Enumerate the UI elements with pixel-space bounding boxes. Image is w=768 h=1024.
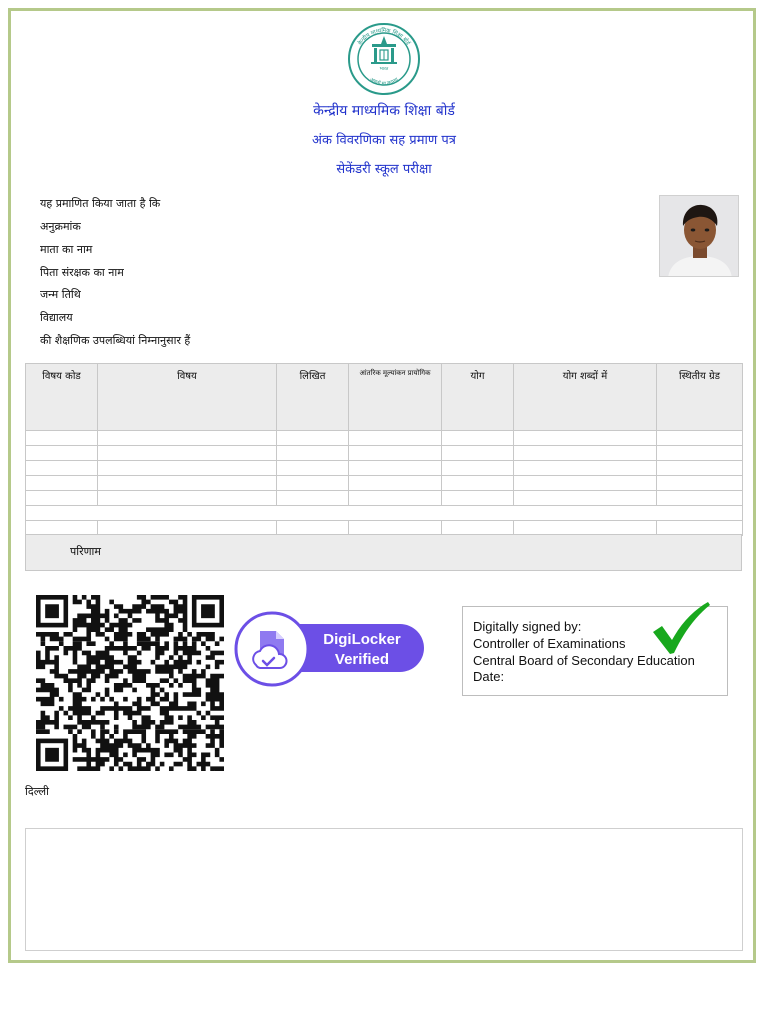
certify-line: यह प्रमाणित किया जाता है कि [40,197,161,210]
header-positional-grade: स्थितीय ग्रेड [657,364,743,431]
signature-line3: Central Board of Secondary Education [473,653,695,668]
mother-name-label: माता का नाम [40,243,93,256]
table-header-row [26,364,743,431]
header-subject-code: विषय कोड [26,364,98,431]
qr-finder-pattern [36,595,68,627]
table-row [26,506,743,521]
qr-finder-pattern [36,739,68,771]
school-label: विद्यालय [40,311,73,324]
table-row [26,476,743,491]
board-name: केन्द्रीय माध्यमिक शिक्षा बोर्ड [313,103,455,119]
emblem-top-text: केन्द्रीय माध्यमिक शिक्षा बोर्ड [357,27,411,47]
checkmark-icon [650,600,712,656]
achievements-line: की शैक्षणिक उपलब्धियां निम्नानुसार हैं [40,334,191,347]
digilocker-verified-icon [234,611,427,687]
table-row [26,491,743,506]
header-total: योग [442,364,514,431]
badge-line2: Verified [334,651,390,668]
remarks-box [25,828,743,951]
marks-table [25,363,743,536]
signature-line1: Digitally signed by: [473,619,582,634]
exam-name: सेकेंडरी स्कूल परीक्षा [336,162,432,177]
qr-finder-pattern [192,595,224,627]
qr-code-icon [36,595,224,771]
document-title: अंक विवरणिका सह प्रमाण पत्र [312,133,456,148]
result-row [25,534,742,571]
student-photo [659,195,739,277]
signature-line2: Controller of Examinations [473,636,626,651]
header-total-in-words: योग शब्दों में [514,364,657,431]
header-written: लिखित [277,364,349,431]
cbse-emblem-icon [347,22,421,96]
table-row [26,431,743,446]
emblem-bottom-text: असतो मा सद्गमय [368,76,400,88]
header-internal-assessment: आंतरिक मूल्यांकन प्रायोगिक [349,364,442,431]
signature-line4: Date: [473,669,505,684]
table-row [26,461,743,476]
badge-line1: DigiLocker [323,631,401,648]
roll-no-label: अनुक्रमांक [40,220,81,233]
city-label: दिल्ली [25,785,49,798]
dob-label: जन्म तिथि [40,288,81,301]
result-label: परिणाम [70,545,101,558]
header-subject: विषय [98,364,277,431]
table-row [26,446,743,461]
father-name-label: पिता संरक्षक का नाम [40,266,124,279]
emblem-mid-text: भारत [379,67,389,72]
